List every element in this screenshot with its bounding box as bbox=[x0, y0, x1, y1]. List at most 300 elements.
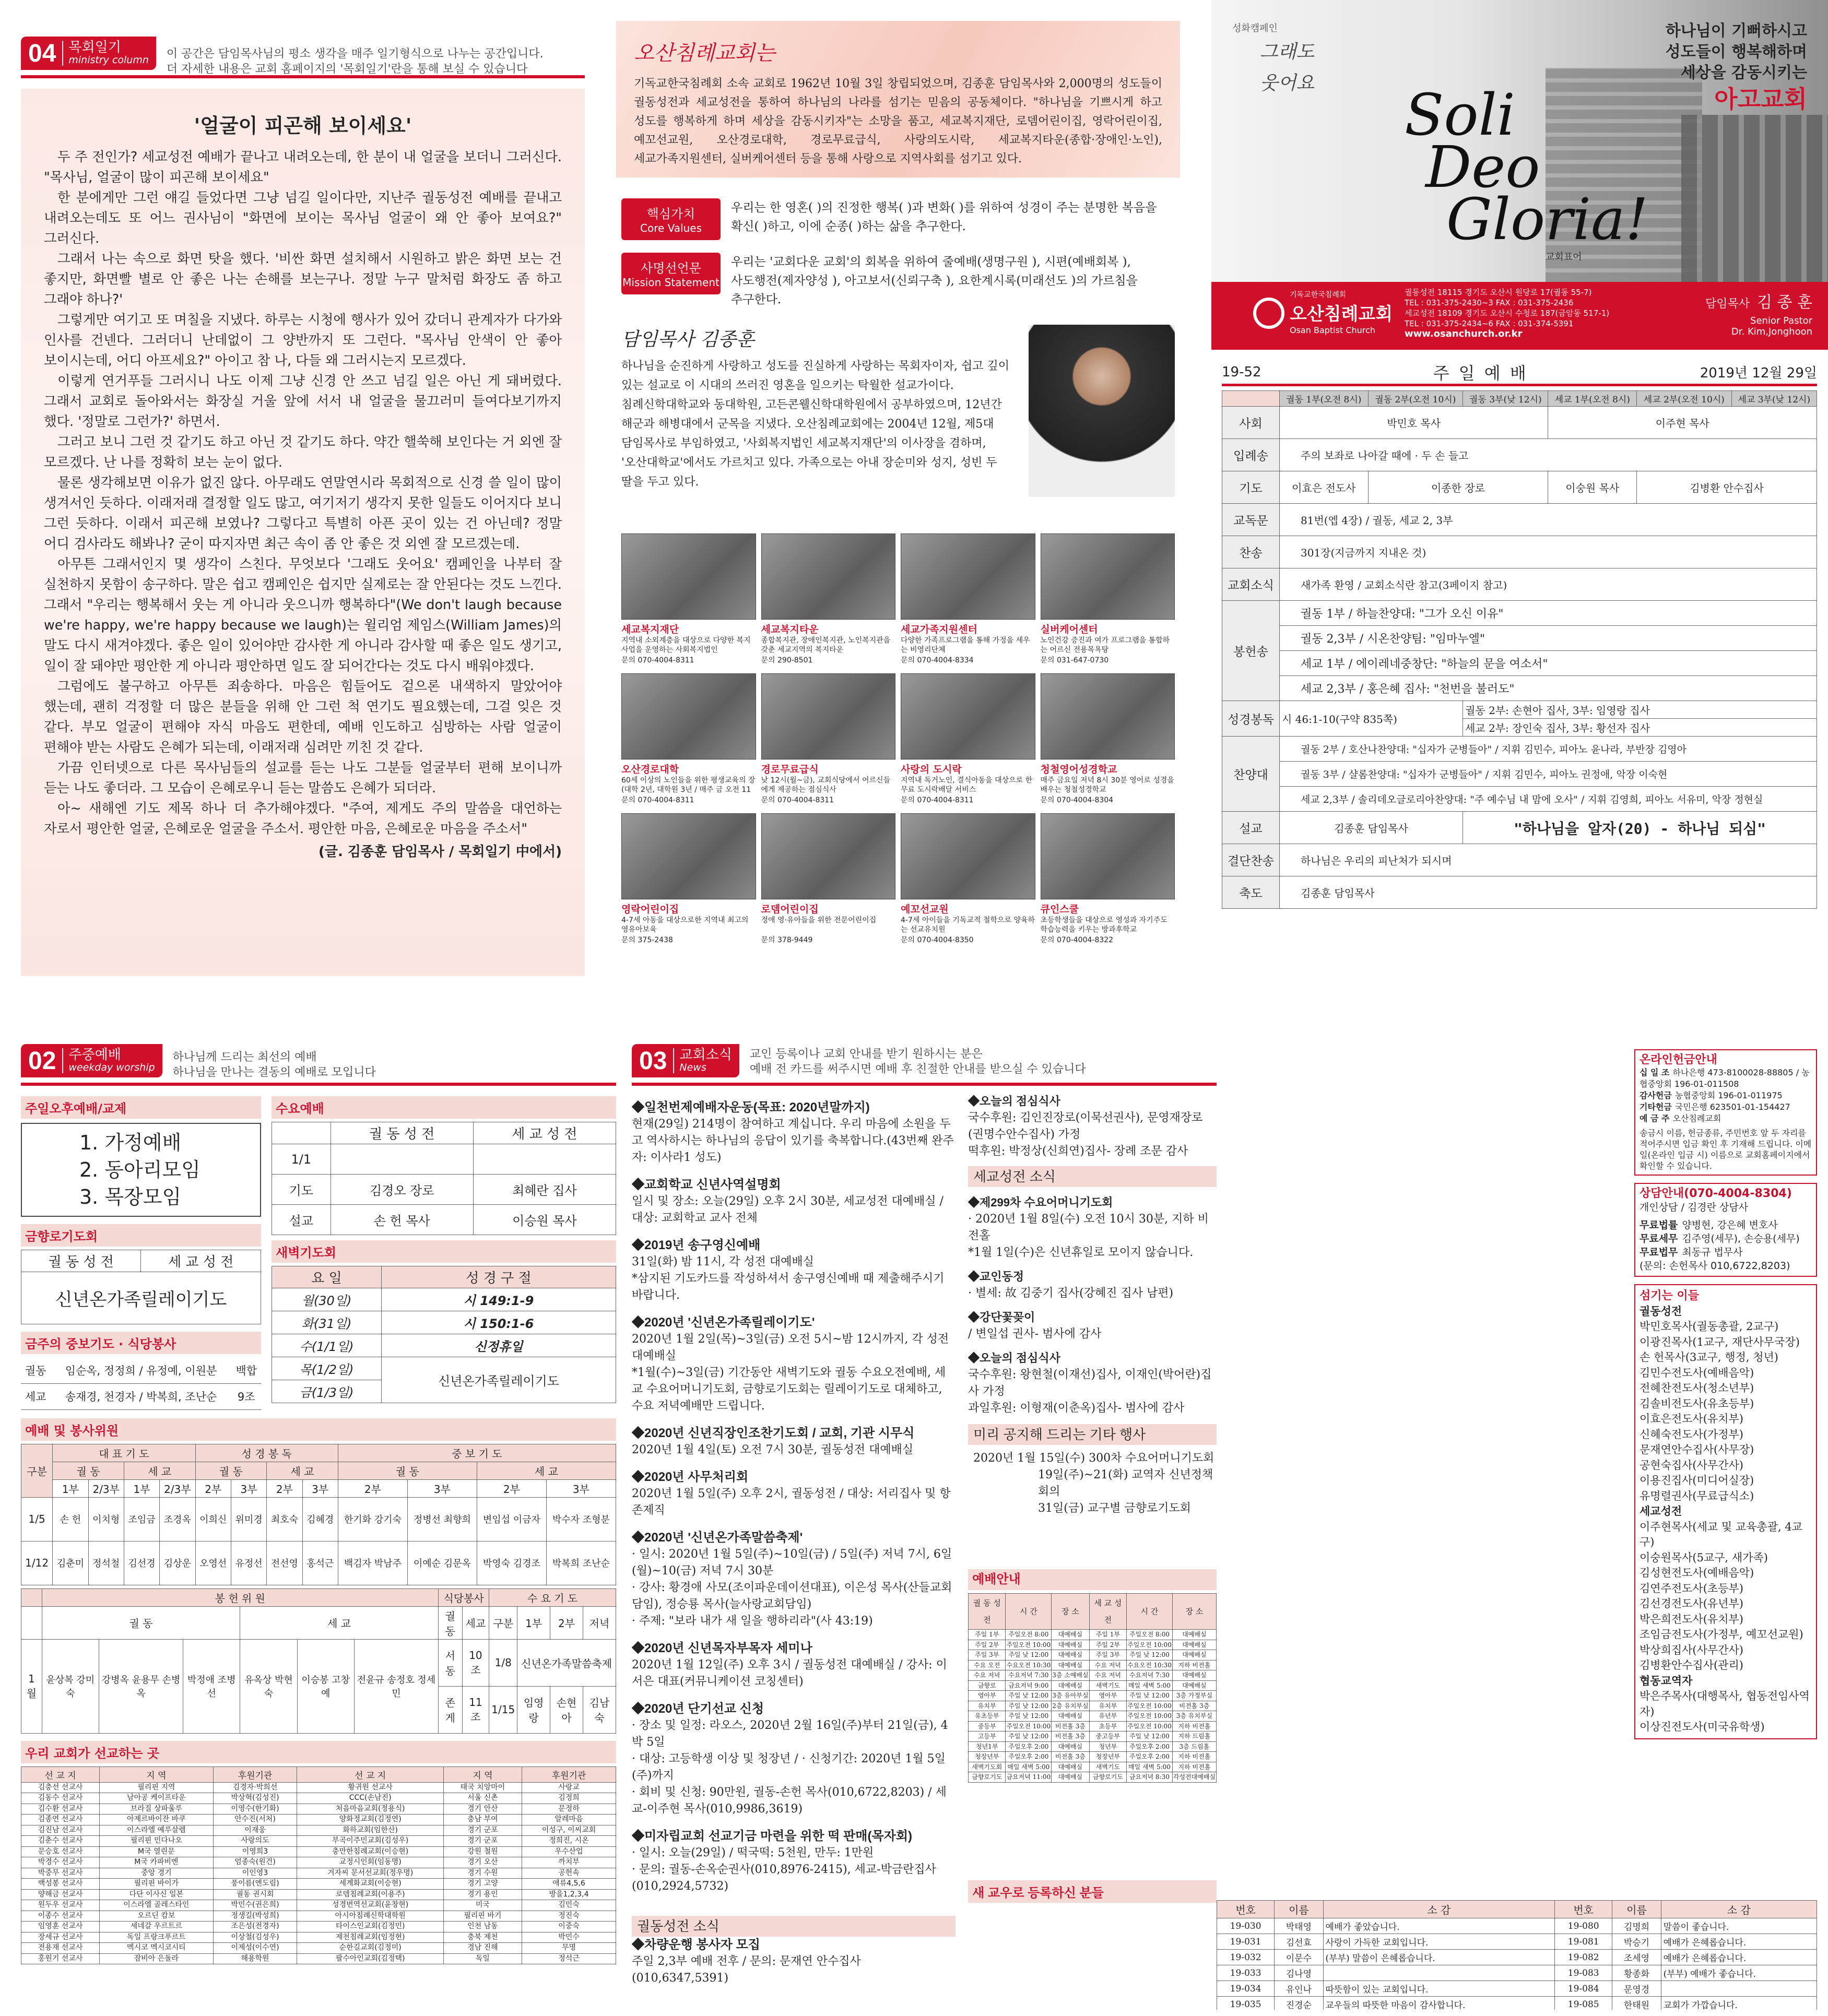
volunteer-cell: 김춘미 bbox=[53, 1541, 88, 1585]
mission-cell: 알레마음 bbox=[522, 1815, 616, 1825]
guide-cell: 주일 낮 12:00 bbox=[1006, 1732, 1052, 1742]
new-member-cell: 교우들의 따뜻한 마음이 감사합니다. bbox=[1323, 1997, 1555, 2010]
mission-cell: 김진남 선교사 bbox=[21, 1825, 100, 1836]
facility-photo bbox=[621, 813, 756, 899]
mission-cell: 까치부 bbox=[522, 1857, 616, 1868]
facility-desc: 지역내 독거노인, 결식아동을 대상으로 한 무료 도시락배달 서비스 bbox=[901, 776, 1033, 794]
facility-photo bbox=[901, 533, 1035, 620]
worship-row-label: 축도 bbox=[1222, 876, 1280, 909]
guide-cell: 주일오후 2:00 bbox=[1006, 1752, 1052, 1762]
missions-table: 선 교 지 지 역 후원기관 선 교 지 지 역 후원기관 김충선 선교사 필리핀 지역 김경자·박희선 황귀원 선교사 태국 치앙마이 사랑교 김동수 선교사 남아공 케이프타운 박상혁(김성진) CCC(손남진) 서울 신촌 김정희 김수환 선교사 브라질 상파울루 이영수(한기화) 처음마음교회(정용식) 경기 안산 문정하 김종연 선교사 아제르바이잔 바쿠 안수진(서처) 양화정교회(김정연) 충남 부여 알레마음 김진남 선교사 이스라엘 예루살렘 이재웅 화하교회(임한산) 경기 군포 이성구, 이씨교회 김춘수 선교사 필리핀 민다나오 사랑의도 부곡이주민교회(김성우) 경기 군포 정희진, 시온 문승호 선교사 M국 열린문 이영희3 충만한침례교회(이승현) 강원 철원 우수산업 박경수 선교사 M국 카파비엔 엄종숙(원건) 교정시인회(임동명) 경기 오산 까치부 박중무 선교사 중앙 경기 이인영3 겨자씨 문서선교회(정우명) 경기 수원 공헌속 백성봉 선교사 필리핀 바이가 풍이름(엔도림) 세계화교회(이승현) 경기 고양 애류4,5,6 양해금 선교사 다단 이사신 일본 궐동 권시회 로뎀침례교회(이용주) 경기 용인 방을1,2,3,4 원두우 선교사 이스라엘 골레스타인 박민수(권은희) 성경번역선교회(윤창현) 미국 김민숙 이종수 선교사 오르딘 캄보 정생길(박성희) 아시아침례신학대학원 필리핀 바기 정진숙 임영훈 선교사 세네갈 우르트르 조은성(전경자) 타이스인교회(김정민) 인천 남동 이중숙 장세규 선교사 독일 프랑크푸르트 이상철(김성우) 제천침례교회(임정현) 충북 제천 박민수 전용재 선교사 멕시코 멕시코시티 이제성(이수연) 순한길교회(김정미) 경남 진해 무명 홍원기 선교사 잠비아 은돌라 해용학원 팔수아인교회(김정택) 독일 정석근 bbox=[21, 1766, 616, 1965]
guide-cell: 지하 비전홀 bbox=[1172, 1721, 1216, 1732]
staff-member: 김선경전도사(유년부) bbox=[1640, 1597, 1743, 1610]
sekyo-news-title: 세교성전 소식 bbox=[968, 1166, 1217, 1187]
mission-cell: 화하교회(임한산) bbox=[297, 1825, 443, 1836]
guide-cell: 주일 낮 12:00 bbox=[1127, 1732, 1173, 1742]
mission-cell: 김종연 선교사 bbox=[21, 1815, 100, 1825]
mission-cell: 박민수(권은희) bbox=[213, 1900, 297, 1911]
mission-cell: 충남 부여 bbox=[443, 1815, 522, 1825]
news-title: ◆차량운행 봉사자 모집 bbox=[632, 1938, 760, 1952]
worship-cell: 김종훈 담임목사 bbox=[1280, 876, 1817, 909]
mission-cell: 남아공 케이프타운 bbox=[100, 1793, 213, 1804]
guide-cell: 3층 유아부실 bbox=[1052, 1691, 1089, 1701]
wed-cell: 손 헌 목사 bbox=[331, 1205, 473, 1235]
dawn-day: 금(1/3일) bbox=[272, 1380, 382, 1403]
volunteer-cell: 정병선 최향희 bbox=[407, 1497, 477, 1541]
guide-cell: 유초등부 bbox=[969, 1711, 1006, 1722]
news-body: 2020년 1월 2일(목)~3일(금) 오전 5시~밤 12시까지, 각 성전 대예배실 bbox=[632, 1333, 949, 1362]
guide-cell: 지하 비전홀 bbox=[1172, 1752, 1216, 1762]
news-title: ◆2020년 '신년온가족말씀축제' bbox=[632, 1531, 803, 1545]
column-paragraph: 그래서 나는 속으로 화면 탓을 했다. '비싼 화면 설치해서 시원하고 밝은 화면 보는 건 좋지만, 화면빨 별로 안 좋은 나는 손해를 보는구나. 정말 누구 말처럼 화장도 좀 하고 그래야 하나?' bbox=[44, 251, 562, 307]
facility-desc: 4-7세 아동을 대상으로한 지역내 최고의 영유아보육 bbox=[621, 916, 749, 934]
service-header: 궐동 2부(오전 10시) bbox=[1368, 391, 1463, 407]
new-member-cell: 19-035 bbox=[1217, 1997, 1275, 2010]
mission-cell: 미국 bbox=[443, 1900, 522, 1911]
news-item bbox=[632, 1529, 956, 1630]
mission-cell: 처음마음교회(정용식) bbox=[297, 1804, 443, 1815]
new-member-cell: 예배가 은혜롭습니다. bbox=[1661, 1934, 1817, 1950]
mission-cell: 궐동 권시회 bbox=[213, 1889, 297, 1900]
dawn-verse: 신정휴일 bbox=[382, 1334, 616, 1357]
section-desc: 더 자세한 내용은 교회 홈페이지의 '목회일기'란을 통해 보실 수 있습니다 bbox=[166, 62, 528, 76]
new-member-cell: (부부) 말씀이 은혜롭습니다. bbox=[1323, 1950, 1555, 1965]
mission-cell: 태국 치앙마이 bbox=[443, 1782, 522, 1793]
section-tab: 03 교회소식 News bbox=[632, 1044, 739, 1077]
news-title: ◆미자립교회 선교기금 마련을 위한 떡 판매(목자회) bbox=[632, 1829, 913, 1843]
wed-title: 수요예배 bbox=[272, 1096, 616, 1119]
guide-cell: 대예배실 bbox=[1172, 1640, 1216, 1650]
guide-cell: 대예배실 bbox=[1172, 1650, 1216, 1661]
facility-photo bbox=[1041, 813, 1175, 899]
news-title: ◆오늘의 점심식사 bbox=[968, 1351, 1060, 1365]
worship-row-label: 설교 bbox=[1222, 812, 1280, 844]
cover-subtitle: 교회표어 bbox=[1546, 252, 1582, 263]
mission-cell: 사랑의도 bbox=[213, 1836, 297, 1847]
guide-cell: 주일 2부 bbox=[969, 1640, 1006, 1650]
worship-cell: 궐동 2,3부 / 시온찬양팀: "임마누엘" bbox=[1280, 626, 1817, 651]
guide-cell: 유년부 bbox=[1089, 1711, 1126, 1722]
bulletin-number: 19-52 bbox=[1222, 364, 1261, 380]
pastor-photo bbox=[1029, 325, 1175, 497]
column-paragraph: 그럼에도 불구하고 아무튼 죄송하다. 마음은 힘들어도 겉으론 내색하지 말았어야 했는데, 괜히 걱정할 더 많은 분들을 위해 안 그런 척 연기도 필요했는데, 그걸 잊은 것 같다. 부모 얼굴이 편해야 자식 마음도 편한데, 예배 인도하고 심방하는 사람 얼굴이 편해야 받는 사람도 은혜가 되는데, 이래저래 심려만 끼친 것 같다. bbox=[44, 678, 562, 755]
staff-member: 박민호목사(궐동총괄, 2교구) bbox=[1640, 1320, 1779, 1333]
guide-cell: 주일 1부 bbox=[969, 1630, 1006, 1640]
mission-cell: 경기 용인 bbox=[443, 1889, 522, 1900]
new-member-cell: (부부) 예배가 좋습니다. bbox=[1661, 1965, 1817, 1981]
staff-member: 김성현전도사(예배음악) bbox=[1640, 1567, 1754, 1579]
worship-cell: 새가족 환영 / 교회소식란 참고(3페이지 참고) bbox=[1280, 568, 1817, 601]
worship-cell: 시 46:1-10(구약 835쪽) bbox=[1280, 701, 1463, 737]
guide-cell: 대예배실 bbox=[1052, 1660, 1089, 1670]
weekly-table bbox=[21, 1357, 261, 1410]
worship-row-label: 찬송 bbox=[1222, 536, 1280, 568]
news-body: · 강사: 황경애 사모(조이파운데이션대표), 이은성 목사(산들교회담임), 정승룡 목사(늘사랑교회담임) bbox=[632, 1581, 952, 1611]
news-body: · 회비 및 신청: 90만원, 궐동-손헌 목사(010,6722,8203) / 세교-이주현 목사(010,9986,3619) bbox=[632, 1786, 947, 1816]
facility-tel: 문의 070-4004-8311 bbox=[761, 796, 834, 804]
news-item bbox=[632, 1828, 956, 1895]
guide-cell: 금요저녁 9:00 bbox=[1006, 1680, 1052, 1691]
intro-title: 오산침례교회는 bbox=[634, 41, 775, 65]
news-body: *1월(수)~3일(금) 기간동안 새벽기도와 궐동 수요오전예배, 세교 수요어머니기도회, 금향로기도회는 릴레이기도로 대체하고, 수요 저녁예배만 드립니다. bbox=[632, 1366, 946, 1413]
guide-cell: 주일 낮 12:00 bbox=[1006, 1701, 1052, 1711]
guide-cell: 수요오전 10:30 bbox=[1006, 1660, 1052, 1670]
guide-cell: 새벽기도회 bbox=[969, 1762, 1006, 1772]
friday-title: 금향로기도회 bbox=[21, 1224, 261, 1247]
news-item bbox=[632, 1099, 956, 1166]
news-title: ◆2020년 '신년온가족릴레이기도' bbox=[632, 1315, 815, 1330]
page02-weekday: 02 주중예배 weekday worship 하나님께 드리는 최선의 예배 하나님을 만나는 결동의 예배로 모입니다 주일오후예배/교제 1. 가정예배 2. 동아리모임 3. 목장모임 금향로기도회 궐 동 성 전 세 교 성 전 신년온가족릴레이기도 금주의 중보기도 · 식당봉사 궐동 임순옥, 정정희 / 유정예, 이원분 백합 세교 송재경, 천경자 / 박복희, 조난순 9조 수요예배 궐 동 성 전 세 교 성 전 1/1 기도 김경오 장로 최혜란 집사 설교 손 헌 목사 이승원 목사 새벽기도회 요 일 성 경 구 절 월(30일) 시 149:1-9 화(31일) 시 150:1-6 수(1/1일) 신정휴일 목(1/2일) 신년온가족릴레이기도 금(1/3일) 예배 및 봉사위원 구분 대 표 기 도 성 경 봉 독 중 보 기 도 궐 동 세 교 궐 동 세 교 궐 동 세 교 1부 2/3부 1부 2/3부 2부 3부 2부 3부 2부 3부 2부 3부 1/5 손 헌 이치형 조임금 조경옥 이희신 위미경 최호숙 김혜경 한기화 강기숙 정병선 최향희 변임섭 이금자 박수자 조형분 1/12 김춘미 정석철 김선경 김상운 오영선 유정선 전선영 홍석근 백김자 박남주 이예순 김문옥 박영숙 김경조 박복희 조난순 봉 헌 위 원 식당봉사 수 요 기 도 궐 동 세 교 궐동 세교 구분 1부 2부 저녁 1월 윤상복 강미숙 강병옥 윤용무 손병옥 박정애 조병선 유옥상 박현숙 이승봉 고창예 전윤규 송정호 정세민 서동 10조 1/8 신년온가족말씀축제 존게 11조 1/15 임영랑 손현아 김남숙 우리 교회가 선교하는 곳 선 교 지 지 역 후원기관 선 교 지 지 역 후원기관 김충선 선교사 필리핀 지역 김경자·박희선 황귀원 선교사 태국 치앙마이 사랑교 김동수 선교사 남아공 케이프타운 박상혁(김성진) CCC(손남진) 서울 신촌 김정희 김수환 선교사 브라질 상파울루 이영수(한기화) 처음마음교회(정용식) 경기 안산 문정하 김종연 선교사 아제르바이잔 바쿠 안수진(서처) 양화정교회(김정연) 충남 부여 알레마음 김진남 선교사 이스라엘 예루살렘 이재웅 화하교회(임한산) 경기 군포 이성구, 이씨교회 김춘수 선교사 필리핀 민다나오 사랑의도 부곡이주민교회(김성우) 경기 군포 정희진, 시온 문승호 선교사 M국 열린문 이영희3 충만한침례교회(이승현) 강원 철원 우수산업 박경수 선교사 M국 카파비엔 엄종숙(원건) 교정시인회(임동명) 경기 오산 까치부 박중무 선교사 중앙 경기 이인영3 겨자씨 문서선교회(정우명) 경기 수원 공헌속 백성봉 선교사 필리핀 바이가 풍이름(엔도림) 세계화교회(이승현) 경기 고양 애류4,5,6 양해금 선교사 다단 이사신 일본 궐동 권시회 로뎀침례교회(이용주) 경기 용인 방을1,2,3,4 원두우 선교사 이스라엘 골레스타인 박민수(권은희) 성경번역선교회(윤창현) 미국 김민숙 이종수 선교사 오르딘 캄보 정생길(박성희) 아시아침례신학대학원 필리핀 바기 정진숙 임영훈 선교사 세네갈 우르트르 조은성(전경자) 타이스인교회(김정민) 인천 남동 이중숙 장세규 선교사 독일 프랑크푸르트 이상철(김성우) 제천침례교회(임정현) 충북 제천 박민수 전용재 선교사 멕시코 멕시코시티 이제성(이수연) 순한길교회(김정미) 경남 진해 무명 홍원기 선교사 잠비아 은돌라 해용학원 팔수아인교회(김정택) 독일 정석근 bbox=[21, 1039, 616, 2010]
facility-card bbox=[901, 813, 1035, 945]
worship-table bbox=[1222, 390, 1817, 909]
facility-card bbox=[761, 533, 896, 665]
offering-box: 온라인헌금안내 십 일 조 하나은행 473-8100028-88805 / 농협중앙회 196-01-011508 감사헌금 농협중앙회 196-01-011975 기타헌금 국민은행 623501-01-154427 예 금 주 오산침례교회 송금시 이름, 헌금종류, 주민번호 앞 두 자리를 적어주시면 입금 확인 후 기재해 드립니다. 이메일(온라인 입금 시) 이름으로 교회홈페이지에서 확인할 수 있습니다. bbox=[1634, 1049, 1817, 1176]
new-member-cell: 김명희 bbox=[1612, 1918, 1661, 1934]
mission-cell: 잠비아 은돌라 bbox=[100, 1953, 213, 1964]
new-members bbox=[1217, 1900, 1817, 2010]
guide-cell: 주일오전 10:00 bbox=[1127, 1701, 1173, 1711]
guide-cell: 금요저녁 8:30 bbox=[1127, 1772, 1173, 1783]
guide-cell: 주일 3부 bbox=[969, 1650, 1006, 1661]
mission-cell: 김정희 bbox=[522, 1793, 616, 1804]
facility-photo bbox=[761, 813, 896, 899]
volunteer-cell: 이치형 bbox=[88, 1497, 124, 1541]
facility-name: 청철영어성경학교 bbox=[1040, 764, 1117, 775]
dawn-day: 월(30일) bbox=[272, 1288, 382, 1311]
facility-name: 사랑의 도시락 bbox=[901, 764, 962, 775]
new-member-cell: 19-030 bbox=[1217, 1918, 1275, 1934]
news-body: · 2020년 1월 8일(수) 오전 10시 30분, 지하 비전홀 bbox=[968, 1213, 1209, 1242]
staff-member: 김솔비전도사(유초등부) bbox=[1640, 1397, 1754, 1410]
wed-cell: 기도 bbox=[272, 1175, 331, 1205]
church-name: 오산침례교회 bbox=[1290, 304, 1393, 325]
worship-cell: 세교 1부 / 에이레네중창단: "하늘의 문을 여소서" bbox=[1280, 651, 1817, 676]
column-box bbox=[21, 89, 585, 976]
volunteer-cell: 오영선 bbox=[195, 1541, 231, 1585]
volunteer-cell: 위미경 bbox=[231, 1497, 266, 1541]
guide-cell: 주일오후 2:00 bbox=[1127, 1741, 1173, 1752]
facility-tel: 문의 070-4004-8311 bbox=[621, 796, 694, 804]
law-service: 무료세무 김주영(세무), 손승용(세무) bbox=[1640, 1233, 1800, 1244]
facility-card bbox=[1041, 673, 1175, 805]
guide-cell: 대예배실 bbox=[1172, 1630, 1216, 1640]
guide-cell: 대예배실 bbox=[1052, 1630, 1089, 1640]
facility-name: 경로무료급식 bbox=[761, 764, 819, 775]
mission-cell: 김민숙 bbox=[522, 1900, 616, 1911]
mission-cell: 김동수 선교사 bbox=[21, 1793, 100, 1804]
guide-cell: 3층 유치부실 bbox=[1172, 1711, 1216, 1722]
church-website[interactable]: www.osanchurch.or.kr bbox=[1405, 328, 1523, 339]
new-member-cell: 19-085 bbox=[1555, 1997, 1612, 2010]
worship-cell: 이종한 장로 bbox=[1368, 471, 1548, 504]
mission-cell: 이영희3 bbox=[213, 1846, 297, 1857]
news-title: ◆2019년 송구영신예배 bbox=[632, 1238, 761, 1252]
section-desc: 이 공간은 담임목사님의 평소 생각을 매주 일기형식으로 나누는 공간입니다. bbox=[166, 48, 544, 61]
guide-cell: 수요 저녁 bbox=[1089, 1660, 1126, 1670]
news-title: ◆교회학교 신년사역설명회 bbox=[632, 1178, 781, 1192]
guide-cell: 중고등부 bbox=[1089, 1732, 1126, 1742]
guide-cell: 3층 드림홀 bbox=[1172, 1741, 1216, 1752]
weekly-cell: 임순옥, 정정희 / 유정예, 이원분 bbox=[50, 1357, 231, 1383]
facility-photo bbox=[1041, 533, 1175, 620]
mission-cell: 문정하 bbox=[522, 1804, 616, 1815]
mission-cell: 이인영3 bbox=[213, 1868, 297, 1879]
volunteer-cell: 박영숙 김경조 bbox=[477, 1541, 546, 1585]
offering-volunteer: 강병옥 윤용무 손병옥 bbox=[99, 1639, 183, 1733]
facility-name: 세교복지재단 bbox=[621, 624, 679, 635]
wed-cell bbox=[473, 1144, 616, 1175]
staff-member: 김병환안수집사(관리) bbox=[1640, 1659, 1743, 1671]
guide-cell: 주일 3부 bbox=[1089, 1650, 1126, 1661]
guide-cell: 매일 새벽 5:00 bbox=[1127, 1680, 1173, 1691]
mission-cell: 경기 오산 bbox=[443, 1857, 522, 1868]
staff-member: 조임금전도사(가정부, 예꼬선교원) bbox=[1640, 1628, 1803, 1641]
mission-cell: 전용재 선교사 bbox=[21, 1943, 100, 1954]
facility-desc: 60세 이상의 노인들을 위한 평생교육의 장(대학 2년, 대학원 3년 / 매주 금 오전 11 bbox=[621, 776, 756, 794]
mission-cell: 브라질 상파울루 bbox=[100, 1804, 213, 1815]
dawn-day: 화(31일) bbox=[272, 1311, 382, 1334]
wed-cell bbox=[331, 1144, 473, 1175]
column-paragraph: 한 분에게만 그런 얘길 들었다면 그냥 넘길 일이다만, 지난주 궐동성전 예배를 끝내고 내려오는데도 또 어느 권사님이 "화면에 보이는 목사님 얼굴이 왜 안 좋아 보여요?" 그러신다. bbox=[44, 189, 562, 246]
mission-cell: 원두우 선교사 bbox=[21, 1900, 100, 1911]
news-title: ◆2020년 신년직장인조찬기도회 / 교회, 기관 시무식 bbox=[632, 1426, 915, 1440]
future-events: 2020년 1월 15일(수) 300차 수요어머니기도회 19일(주)~21(화) 교역자 신년정책회의 31일(금) 교구별 금향로기도회 bbox=[973, 1452, 1214, 1515]
news-body: *1월 1일(수)은 신년휴일로 모이지 않습니다. bbox=[968, 1246, 1194, 1259]
guide-cell: 대예배실 bbox=[1052, 1711, 1089, 1722]
news-item bbox=[632, 1237, 956, 1304]
column-paragraph: 아무튼 그래서인지 몇 생각이 스친다. 무엇보다 '그래도 웃어요' 캠페인을 나부터 잘 실천하지 못함이 송구하다. 말은 쉽고 캠페인은 쉽지만 실제로는 잘 안된다는 것도 느낀다. 그래서 "우리는 행복해서 웃는 게 아니라 웃으니까 행복하다"(We don't laugh because we're happy, we're happy because we laugh)는 윌리엄 제임스(William James)의 말도 다시 새겨야겠다. 좋은 일이 있어야만 감사한 게 아니라 감사할 때 좋은 일도 생기고, 일이 잘 돼야만 평안한 게 아니라 평안하면 일도 잘 되어간다는 것도 다시 배워야겠다. bbox=[44, 556, 562, 673]
news-body: 31일(화) 밤 11시, 각 성전 대예배실 bbox=[632, 1255, 814, 1268]
staff-member: 이주현목사(세교 및 교육총괄, 4교구) bbox=[1640, 1520, 1802, 1548]
mission-cell: 중앙 경기 bbox=[100, 1868, 213, 1879]
facility-card bbox=[761, 813, 896, 945]
volunteer-cell: 홍석근 bbox=[302, 1541, 338, 1585]
new-member-cell: 말씀이 좋습니다. bbox=[1661, 1918, 1817, 1934]
mission-cell: 홍원기 선교사 bbox=[21, 1953, 100, 1964]
mission-cell: 이스라엘 골레스타인 bbox=[100, 1900, 213, 1911]
guide-cell: 청장년부 bbox=[969, 1752, 1006, 1762]
church-logo-icon bbox=[1253, 298, 1284, 329]
facility-tel: 문의 031-647-0730 bbox=[1040, 656, 1109, 665]
new-member-cell: 예배가 좋았습니다. bbox=[1323, 1918, 1555, 1934]
news-item bbox=[968, 1350, 1217, 1417]
facility-tel: 문의 070-4004-8334 bbox=[901, 656, 974, 665]
new-member-cell: 예배가 은혜롭습니다. bbox=[1661, 1950, 1817, 1965]
facility-name: 영락어린이집 bbox=[621, 904, 679, 915]
news-body: *삼지된 기도카드를 작성하셔서 송구영신예배 때 제출해주시기 바랍니다. bbox=[632, 1272, 945, 1302]
guide-cell: 수요오전 10:30 bbox=[1127, 1660, 1173, 1670]
volunteer-cell: 이예순 김문옥 bbox=[407, 1541, 477, 1585]
worship-row-label: 교독문 bbox=[1222, 504, 1280, 536]
new-member-cell: 진경순 bbox=[1275, 1997, 1323, 2010]
volunteer-cell: 백김자 박남주 bbox=[338, 1541, 407, 1585]
guide-cell: 중등부 bbox=[969, 1721, 1006, 1732]
volunteer-cell: 손 헌 bbox=[53, 1497, 88, 1541]
new-member-cell: 박태영 bbox=[1275, 1918, 1323, 1934]
facility-desc: 노인건강 증진과 여가 프로그램을 통합하는 어르신 전용목욕탕 bbox=[1040, 636, 1170, 654]
column-paragraph: 아~ 새해엔 기도 제목 하나 더 추가해야겠다. "주여, 제게도 주의 말씀을 대언하는 자로서 평안한 얼굴, 은혜로운 얼굴을 주소서. 평안한 마음, 은혜로운 마음을 주소서" bbox=[44, 800, 562, 836]
dawn-title: 새벽기도회 bbox=[272, 1240, 616, 1263]
facility-name: 세교가족지원센터 bbox=[901, 624, 977, 635]
wed-table: 궐 동 성 전 세 교 성 전 1/1 기도 김경오 장로 최혜란 집사 설교 손 헌 목사 이승원 목사 bbox=[272, 1122, 616, 1235]
guide-cell: 주일 1부 bbox=[1089, 1630, 1126, 1640]
new-member-cell: 김선효 bbox=[1275, 1934, 1323, 1950]
worship-cell: 김병환 안수집사 bbox=[1637, 471, 1817, 504]
news-right bbox=[968, 1089, 1217, 1987]
news-body: 2020년 1월 12일(주) 오후 3시 / 궐동성전 대예배실 / 강사: 이서은 대표(커뮤니케이션 코칭센터) bbox=[632, 1658, 947, 1688]
guide-cell: 지하 비전홀 bbox=[1172, 1762, 1216, 1772]
worship-row-label: 교회소식 bbox=[1222, 568, 1280, 601]
new-member-cell: 이문수 bbox=[1275, 1950, 1323, 1965]
dawn-verse: 시 149:1-9 bbox=[382, 1288, 616, 1311]
new-member-cell: 김나영 bbox=[1275, 1965, 1323, 1981]
worship-cell: 궐동 1부 / 하늘찬양대: "그가 오신 이유" bbox=[1280, 601, 1817, 626]
mission-cell: 조은성(전경자) bbox=[213, 1922, 297, 1932]
mission-cell: 사랑교 bbox=[522, 1782, 616, 1793]
volunteer-cell: 이희신 bbox=[195, 1497, 231, 1541]
mission-cell: 독일 bbox=[443, 1953, 522, 1964]
guide-cell: 주일 낮 12:00 bbox=[1006, 1691, 1052, 1701]
page04-ministry-column bbox=[21, 21, 585, 976]
pastor-text: 하나님을 순진하게 사랑하고 성도를 진실하게 사랑하는 목회자이자, 쉽고 깊이 있는 설교로 이 시대의 쓰러진 영혼을 일으키는 탁월한 설교가이다. 침례신학대학교와 동대학원, 고든콘웰신학대학원에서 공부하였으며, 12년간 해군과 해병대에서 군목을 지냈다. 오산침례교회에는 2004년 12월, 제5대 담임목사로 부임하였고, '사회복지법인 세교복지재단'의 이사장을 겸하며, '오산대학교'에서도 가르치고 있다. 가족으로는 아내 장순미와 성지, 성빈 두 딸을 두고 있다. bbox=[621, 360, 1010, 489]
staff-box: 섬기는 이들 궐동성전 박민호목사(궐동총괄, 2교구) 이광진목사(1교구, 재단사무국장) 손 헌목사(3교구, 행정, 청년) 김민수전도사(예배음악) 전혜찬전도사(청소년부) 김솔비전도사(유초등부) 이효은전도사(유치부) 신혜숙전도사(가정부) 문재연안수집사(사무장) 공현숙집사(사무간사) 이용진집사(미디어실장) 유명렬권사(무료급식소) 세교성전 이주현목사(세교 및 교육총괄, 4교구) 이숭원목사(5교구, 새가족) 김성현전도사(예배음악) 김연주전도사(초등부) 김선경전도사(유년부) 박은희전도사(유치부) 조임금전도사(가정부, 예꼬선교원) 박상희집사(사무간사) 김병환안수집사(관리) 협동교역자 박은주목사(대행목사, 협동전임사역자) 이상진전도사(미국유학생) bbox=[1634, 1284, 1817, 1739]
guide-cell: 수요저녁 7:30 bbox=[1006, 1670, 1052, 1681]
worship-cell: 주의 보좌로 나아갈 때에 · 두 손 들고 bbox=[1280, 439, 1817, 471]
guide-cell: 대예배실 bbox=[1052, 1640, 1089, 1650]
staff-member: 신혜숙전도사(가정부) bbox=[1640, 1428, 1743, 1441]
cover-logo: 아고교회 bbox=[1714, 85, 1807, 113]
news-body: · 일시: 2020년 1월 5일(주)~10일(금) / 5일(주) 저녁 7시, 6일(월)~10(금) 저녁 7시 30분 bbox=[632, 1548, 952, 1578]
new-member-cell: 19-082 bbox=[1555, 1950, 1612, 1965]
new-member-cell: 박승기 bbox=[1612, 1934, 1661, 1950]
guide-cell: 주일 낮 12:00 bbox=[1006, 1711, 1052, 1722]
guide-cell: 비전홀 3층 bbox=[1052, 1721, 1089, 1732]
staff-member: 김민수전도사(예배음악) bbox=[1640, 1366, 1754, 1379]
facility-photo bbox=[901, 673, 1035, 760]
worship-cell: "하나님을 알자(20) - 하나님 되심" bbox=[1463, 812, 1817, 844]
news-item bbox=[632, 1469, 956, 1519]
guide-cell: 수요저녁 7:30 bbox=[1127, 1670, 1173, 1681]
mission-cell: 필리핀 지역 bbox=[100, 1782, 213, 1793]
dawn-verse: 신년온가족릴레이기도 bbox=[382, 1357, 616, 1403]
dawn-day: 목(1/2일) bbox=[272, 1357, 382, 1380]
news-title: ◆2020년 단기선교 신청 bbox=[632, 1702, 764, 1716]
weekly-title: 금주의 중보기도 · 식당봉사 bbox=[21, 1332, 261, 1354]
mission-cell: 김충선 선교사 bbox=[21, 1782, 100, 1793]
news-body: 일시 및 장소: 오늘(29일) 오후 2시 30분, 세교성전 대예배실 / 대상: 교회학교 교사 전체 bbox=[632, 1195, 944, 1225]
news-item bbox=[632, 1177, 956, 1227]
new-member-cell: 조세영 bbox=[1612, 1950, 1661, 1965]
section-tab bbox=[21, 37, 156, 70]
column-paragraph: 그러고 보니 그런 것 같기도 하고 아닌 것 같기도 하다. 약간 핼쑥해 보인다는 거 외엔 잘 모르겠다. 난 나를 정확히 보는 눈이 없다. bbox=[44, 434, 562, 470]
mission-cell: 안수진(서처) bbox=[213, 1815, 297, 1825]
facility-tel: 문의 375-2438 bbox=[621, 936, 673, 944]
facility-desc: 매주 금요일 저녁 8시 30분 영어로 성경을 배우는 청철성경학교 bbox=[1040, 776, 1174, 794]
volunteer-cell: 한기화 강기숙 bbox=[338, 1497, 407, 1541]
facility-photo bbox=[1041, 673, 1175, 760]
worship-row-label: 입례송 bbox=[1222, 439, 1280, 471]
staff-member: 손 헌목사(3교구, 행정, 청년) bbox=[1640, 1351, 1778, 1363]
gwol-news-title: 궐동성전 소식 bbox=[632, 1916, 956, 1937]
weekly-cell: 송재경, 천경자 / 박복희, 조난순 bbox=[50, 1383, 231, 1409]
facility-tel: 문의 070-4004-8322 bbox=[1040, 936, 1114, 944]
mission-cell: 박상혁(김성진) bbox=[213, 1793, 297, 1804]
worship-cell: 301장(지금까지 지내온 것) bbox=[1280, 536, 1817, 568]
mission-cell: 경기 군포 bbox=[443, 1825, 522, 1836]
new-member-cell: 황종화 bbox=[1612, 1965, 1661, 1981]
guide-cell: 유치부 bbox=[969, 1701, 1006, 1711]
new-member-cell: 따뜻함이 있는 교회입니다. bbox=[1323, 1981, 1555, 1997]
wed-cell: 이승원 목사 bbox=[473, 1205, 616, 1235]
offering-account: 십 일 조 하나은행 473-8100028-88805 / 농협중앙회 196-01-011508 bbox=[1640, 1068, 1810, 1089]
column-paragraph: 물론 생각해보면 이유가 없진 않다. 아무래도 연말연시라 목회적으로 신경 쓸 일이 많이 생겨서인 듯하다. 이래저래 결정할 일도 많고, 여기저기 생각지 못한 일들도 이어지다 보니 그런 듯하다. 이래서 피곤해 보였나? 그렇다고 특별히 아픈 곳이 있는 건 아닌데? 정말 어디 검사라도 해봐나? 굳이 따지자면 최근 속이 좀 안 좋은 것 외엔 잘 모르겠는데. bbox=[44, 475, 562, 551]
guide-cell: 초등부 bbox=[1089, 1721, 1126, 1732]
facility-name: 큐인스쿨 bbox=[1040, 904, 1079, 915]
facility-photo bbox=[621, 533, 756, 620]
mission-cell: 타이스인교회(김정민) bbox=[297, 1922, 443, 1932]
wed-cell: 김경오 장로 bbox=[331, 1175, 473, 1205]
church-intro bbox=[616, 21, 1180, 976]
guide-cell: 금요저녁 11:00 bbox=[1006, 1772, 1052, 1783]
mission-cell: 필리핀 바기 bbox=[443, 1911, 522, 1922]
facility-card bbox=[901, 673, 1035, 805]
mission-cell: 양화정교회(김정연) bbox=[297, 1815, 443, 1825]
wed-cell: 1/1 bbox=[272, 1144, 331, 1175]
worship-cell: 이주현 목사 bbox=[1548, 407, 1817, 439]
mission-cell: 다단 이사신 일본 bbox=[100, 1889, 213, 1900]
facility-tel: 문의 070-4004-8350 bbox=[901, 936, 974, 944]
mission-cell: 애류4,5,6 bbox=[522, 1879, 616, 1890]
worship-row-label: 사회 bbox=[1222, 407, 1280, 439]
news-body: · 일시: 오늘(29일) / 떡국떡: 5천원, 만두: 1만원 bbox=[632, 1846, 874, 1859]
guide-cell: 3층 가정부실 bbox=[1172, 1691, 1216, 1701]
worship-date: 2019년 12월 29일 bbox=[1700, 365, 1817, 381]
service-header: 궐동 3부(낮 12시) bbox=[1463, 391, 1548, 407]
staff-member: 이용진집사(미디어실장) bbox=[1640, 1474, 1754, 1487]
guide-cell: 주일오전 10:00 bbox=[1127, 1721, 1173, 1732]
mission-cell: 경기 고양 bbox=[443, 1879, 522, 1890]
staff-member: 문재연안수집사(사무장) bbox=[1640, 1443, 1754, 1456]
news-body: · 문의: 궐동-손옥순권사(010,8976-2415), 세교-박금란집사(010,2924,5732) bbox=[632, 1863, 936, 1893]
column-body bbox=[44, 147, 562, 839]
mission-cell: 풍이름(엔도림) bbox=[213, 1879, 297, 1890]
mission-cell: 김춘수 선교사 bbox=[21, 1836, 100, 1847]
offering-volunteer: 박정애 조병선 bbox=[183, 1639, 240, 1733]
guide-cell: 청년부 bbox=[1089, 1741, 1126, 1752]
facility-name: 오산경로대학 bbox=[621, 764, 679, 775]
staff-member: 박은주목사(대행목사, 협동전임사역자) bbox=[1640, 1690, 1810, 1718]
news-body: 2020년 1월 5일(주) 오후 2시, 궐동성전 / 대상: 서리집사 및 항존제직 bbox=[632, 1487, 951, 1517]
worship-cell: 세교 2,3부 / 홍은혜 집사: "천번을 불러도" bbox=[1280, 676, 1817, 701]
mission-cell: 우수산업 bbox=[522, 1846, 616, 1857]
weekly-cell: 백합 bbox=[232, 1357, 261, 1383]
senior-pastor: 김 종 훈 bbox=[1756, 293, 1812, 312]
core-values-text: 우리는 한 영혼( )의 진정한 행복( )과 변화( )를 위하여 성경이 주는 분명한 복음을 확신( )하고, 이에 순종( )하는 삶을 추구한다. bbox=[731, 201, 1157, 233]
mission-cell: CCC(손남진) bbox=[297, 1793, 443, 1804]
new-member-cell: 사랑이 가득한 교회입니다. bbox=[1323, 1934, 1555, 1950]
column-paragraph: 가끔 인터넷으로 다른 목사님들의 설교를 듣는 나도 그분들 얼굴부터 편해 보이니까 듣는 나도 좋더라. 그 모습이 은혜로우니 듣는 말씀도 은혜가 되더라. bbox=[44, 760, 562, 796]
mission-cell: 경기 군포 bbox=[443, 1836, 522, 1847]
volunteer-cell: 김선경 bbox=[124, 1541, 159, 1585]
worship-cell: 이숭원 목사 bbox=[1548, 471, 1637, 504]
service-header: 세교 2부(오전 10시) bbox=[1637, 391, 1732, 407]
column-paragraph: 이렇게 연거푸들 그러시니 나도 이제 그냥 신경 안 쓰고 넘길 일은 아닌 게 돼버렸다. 그래서 교회로 돌아와서는 화장실 거울 앞에 서서 내 얼굴을 물끄러미 들여다보기까지 했다. '정말로 그런가?' 하면서. bbox=[44, 373, 562, 429]
guide-cell: 주일 낮 12:00 bbox=[1006, 1650, 1052, 1661]
news-body: 과일후원: 이형재(이춘옥)집사- 범사에 감사 bbox=[968, 1402, 1185, 1415]
worship-row-label: 결단찬송 bbox=[1222, 844, 1280, 876]
facility-name: 실버케어센터 bbox=[1040, 624, 1098, 635]
news-item bbox=[632, 1640, 956, 1690]
